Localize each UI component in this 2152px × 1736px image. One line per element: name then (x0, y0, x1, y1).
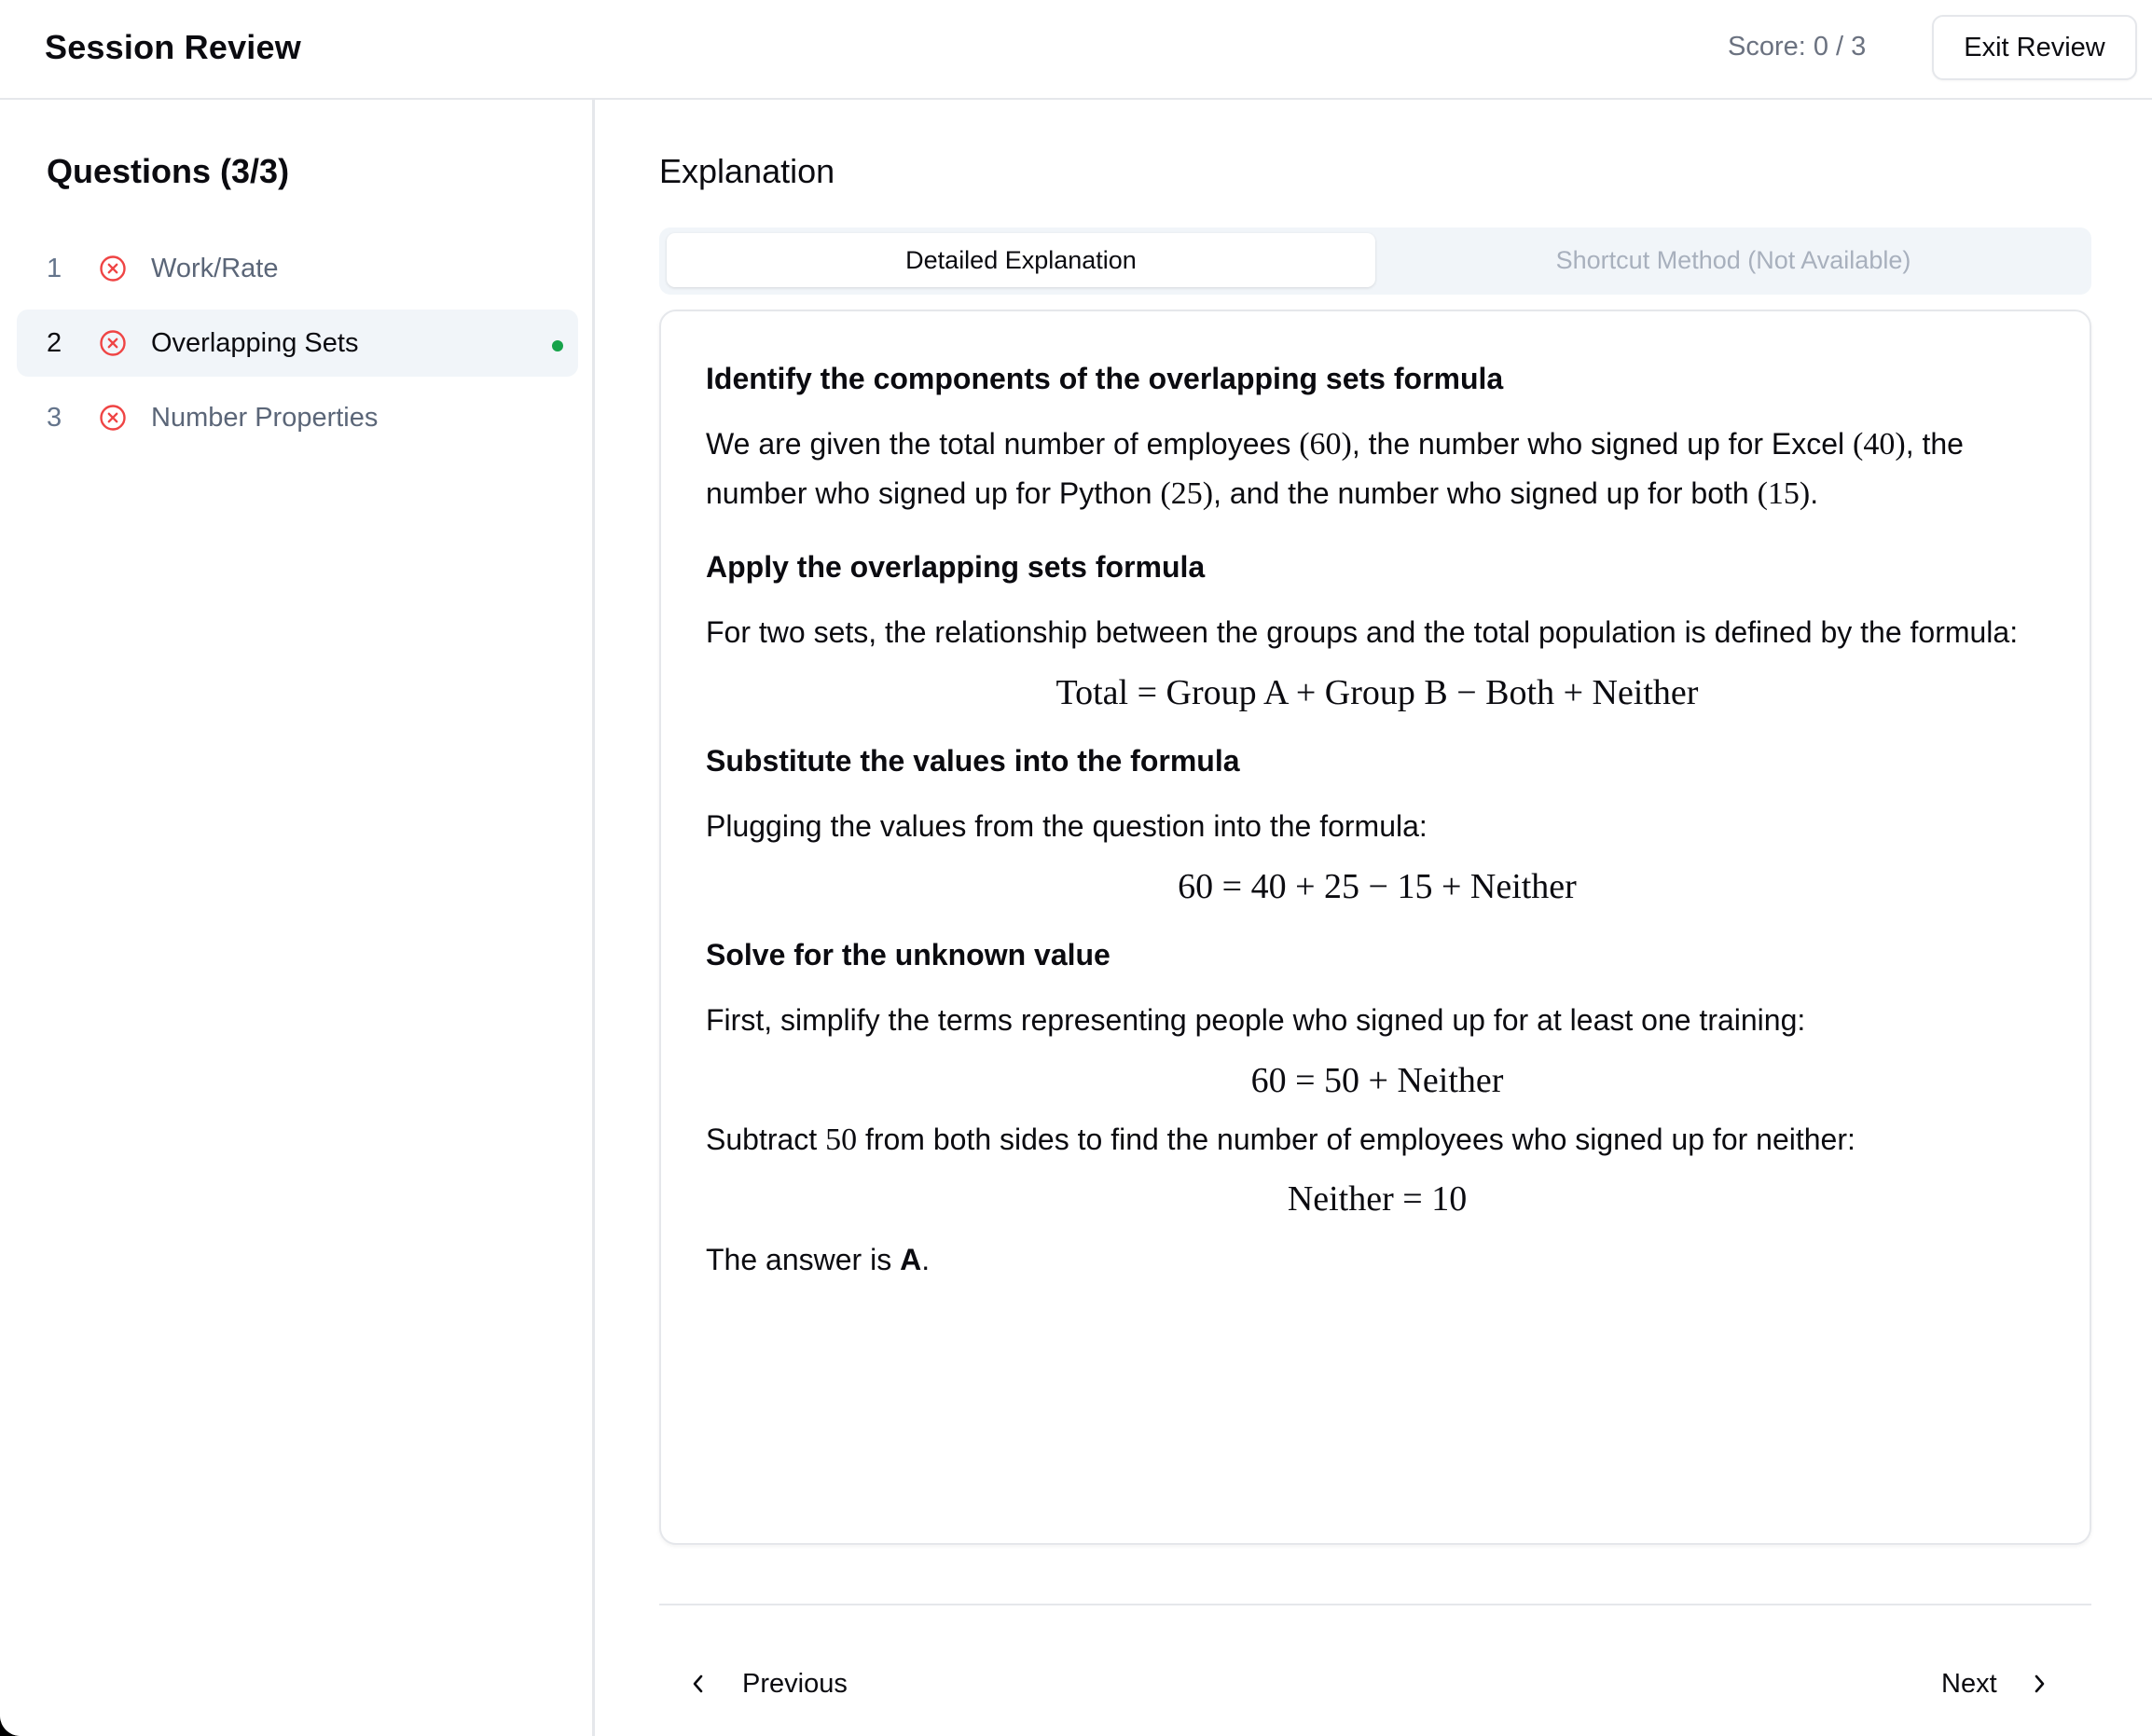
question-number: 2 (47, 328, 62, 358)
formula-equation: Total = Group A + Group B − Both + Neither (1055, 673, 1699, 712)
tab-detailed-explanation[interactable]: Detailed Explanation (667, 233, 1375, 287)
previous-label: Previous (742, 1668, 848, 1699)
question-topic-label: Number Properties (151, 403, 379, 433)
result-equation: Neither = 10 (1287, 1179, 1468, 1219)
step-paragraph: First, simplify the terms representing people who signed up for at least one training: (706, 1003, 1806, 1037)
math-inline: (40) (1853, 427, 1906, 462)
step-heading: Identify the components of the overlapping sets formula (706, 362, 1504, 395)
explanation-content (706, 356, 2049, 1284)
text-segment: , and the number who signed up for both (1213, 476, 1758, 510)
score-display: Score: 0 / 3 (1728, 32, 1867, 62)
question-topic-label: Work/Rate (151, 254, 279, 283)
current-question-dot (552, 340, 563, 351)
step-paragraph (706, 420, 2049, 518)
question-item-1[interactable] (17, 235, 578, 302)
math-inline: (60) (1299, 427, 1352, 462)
math-inline: 50 (825, 1123, 858, 1157)
chevron-right-icon (2031, 1673, 2048, 1695)
top-header (0, 0, 2152, 100)
incorrect-x-circle-icon (98, 254, 128, 283)
text-segment: . (1810, 476, 1819, 510)
question-item-3[interactable] (17, 384, 578, 451)
incorrect-x-circle-icon (98, 403, 128, 433)
next-button[interactable] (1941, 1663, 2048, 1704)
question-topic-label: Overlapping Sets (151, 328, 359, 358)
text-segment: , the number who signed up for Python (706, 427, 1964, 510)
questions-sidebar (0, 100, 595, 1736)
text-segment: We are given the total number of employees (706, 427, 1300, 461)
answer-line (706, 1235, 2049, 1284)
question-number: 1 (47, 254, 62, 283)
text-segment: Subtract (706, 1123, 826, 1156)
step-paragraph: For two sets, the relationship between the groups and the total population is defined by the formula: (706, 615, 2019, 649)
answer-letter: A (900, 1243, 922, 1276)
question-number: 3 (47, 403, 62, 433)
question-item-2[interactable] (17, 310, 578, 377)
math-inline: (15) (1757, 476, 1811, 511)
step-heading: Apply the overlapping sets formula (706, 550, 1206, 584)
incorrect-x-circle-icon (98, 328, 128, 358)
page-title: Session Review (45, 28, 301, 66)
step-paragraph (706, 1115, 2049, 1164)
explanation-tabs (659, 227, 2091, 295)
text-segment: The answer is (706, 1243, 901, 1276)
exit-review-button[interactable]: Exit Review (1932, 15, 2137, 80)
step-heading: Substitute the values into the formula (706, 744, 1240, 778)
step-paragraph: Plugging the values from the question into the formula: (706, 809, 1428, 843)
math-inline: (25) (1160, 476, 1214, 511)
questions-heading: Questions (3/3) (47, 152, 290, 190)
step-heading: Solve for the unknown value (706, 938, 1110, 971)
footer-divider (659, 1604, 2091, 1605)
substitution-equation: 60 = 40 + 25 − 15 + Neither (1178, 867, 1577, 906)
tab-shortcut-method: Shortcut Method (Not Available) (1555, 245, 1911, 274)
previous-button[interactable] (690, 1663, 848, 1704)
simplified-equation: 60 = 50 + Neither (1250, 1061, 1504, 1100)
next-label: Next (1941, 1668, 1997, 1699)
text-segment: from both sides to find the number of employees who signed up for neither: (857, 1123, 1855, 1156)
explanation-card (659, 310, 2091, 1545)
text-segment: , the number who signed up for Excel (1351, 427, 1854, 461)
explanation-title: Explanation (659, 152, 835, 190)
text-segment: . (921, 1243, 931, 1276)
chevron-left-icon (690, 1673, 707, 1695)
